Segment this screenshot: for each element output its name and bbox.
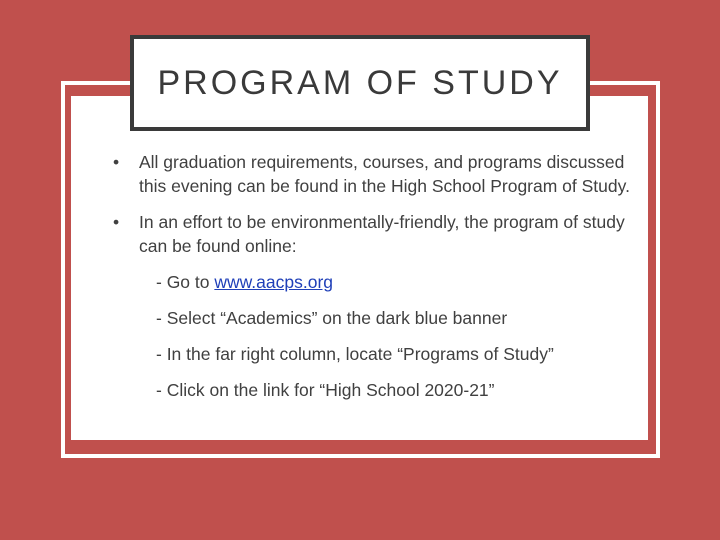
slide-content <box>113 150 633 414</box>
title-box <box>130 35 590 131</box>
slide-title: PROGRAM OF STUDY <box>157 63 563 102</box>
aacps-website-link[interactable]: www.aacps.org <box>214 272 334 292</box>
step-locate-programs: - In the far right column, locate “Programs of Study” <box>156 344 554 364</box>
step-click-link: - Click on the link for “High School 2020-21” <box>156 380 495 400</box>
step-go-to-website <box>156 270 633 294</box>
bullet-icon: • <box>113 212 120 232</box>
bullet-icon: • <box>113 152 120 172</box>
step-select-academics: - Select “Academics” on the dark blue banner <box>156 308 508 328</box>
bullet-text: In an effort to be environmentally-friendly, the program of study can be found online: <box>139 212 625 256</box>
bullet-item <box>113 210 633 258</box>
bullet-item <box>113 150 633 198</box>
step-text: - Go to <box>156 272 215 292</box>
steps-list <box>113 270 633 402</box>
bullet-text: All graduation requirements, courses, and programs discussed this evening can be found in the High School Program of Study. <box>139 152 630 196</box>
